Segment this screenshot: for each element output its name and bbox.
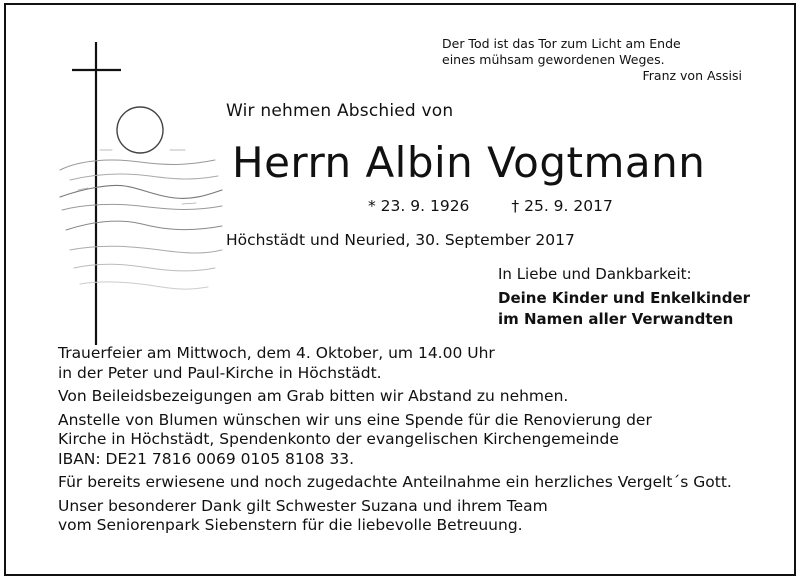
mourners-line: Deine Kinder und Enkelkinder: [498, 289, 751, 307]
text-line: Trauerfeier am Mittwoch, dem 4. Oktober, um 14.00 Uhr: [58, 344, 495, 362]
text-line: in der Peter und Paul-Kirche in Höchstädt.: [58, 363, 382, 382]
life-dates: [368, 197, 613, 215]
text-line: Von Beileidsbezeigungen am Grab bitten wir Abstand zu nehmen.: [58, 387, 569, 405]
funeral-service-info: [58, 344, 758, 383]
place-and-date: Höchstädt und Neuried, 30. September 2017: [226, 231, 575, 249]
condolence-note: [58, 387, 758, 407]
mourners-block: [498, 264, 750, 330]
motto-quote: [442, 36, 742, 84]
special-thanks: [58, 497, 758, 536]
text-line: Anstelle von Blumen wünschen wir uns eine Spende für die Renovierung der: [58, 410, 652, 429]
gratitude-note: [58, 473, 758, 493]
iban-line: IBAN: DE21 7816 0069 0105 8108 33.: [58, 449, 355, 468]
farewell-intro: Wir nehmen Abschied von: [226, 101, 454, 121]
text-line: Unser besonderer Dank gilt Schwester Suzana und ihrem Team: [58, 496, 548, 515]
quote-author: Franz von Assisi: [642, 68, 742, 83]
text-line: vom Seniorenpark Siebenstern für die liebevolle Betreuung.: [58, 516, 523, 534]
text-line: Für bereits erwiesene und noch zugedachte Anteilnahme ein herzliches Vergelt´s Gott.: [58, 473, 732, 491]
mourners-line: im Namen aller Verwandten: [498, 310, 734, 328]
deceased-name: Herrn Albin Vogtmann: [232, 138, 706, 187]
mourners-intro: In Liebe und Dankbarkeit:: [498, 265, 692, 283]
quote-line: eines mühsam gewordenen Weges.: [442, 52, 665, 67]
donation-info: [58, 411, 758, 470]
death-date: † 25. 9. 2017: [511, 197, 613, 215]
text-line: Kirche in Höchstädt, Spendenkonto der evangelischen Kirchengemeinde: [58, 430, 619, 448]
details-block: [58, 344, 758, 540]
birth-date: * 23. 9. 1926: [368, 197, 470, 215]
quote-line: Der Tod ist das Tor zum Licht am Ende: [442, 36, 681, 51]
